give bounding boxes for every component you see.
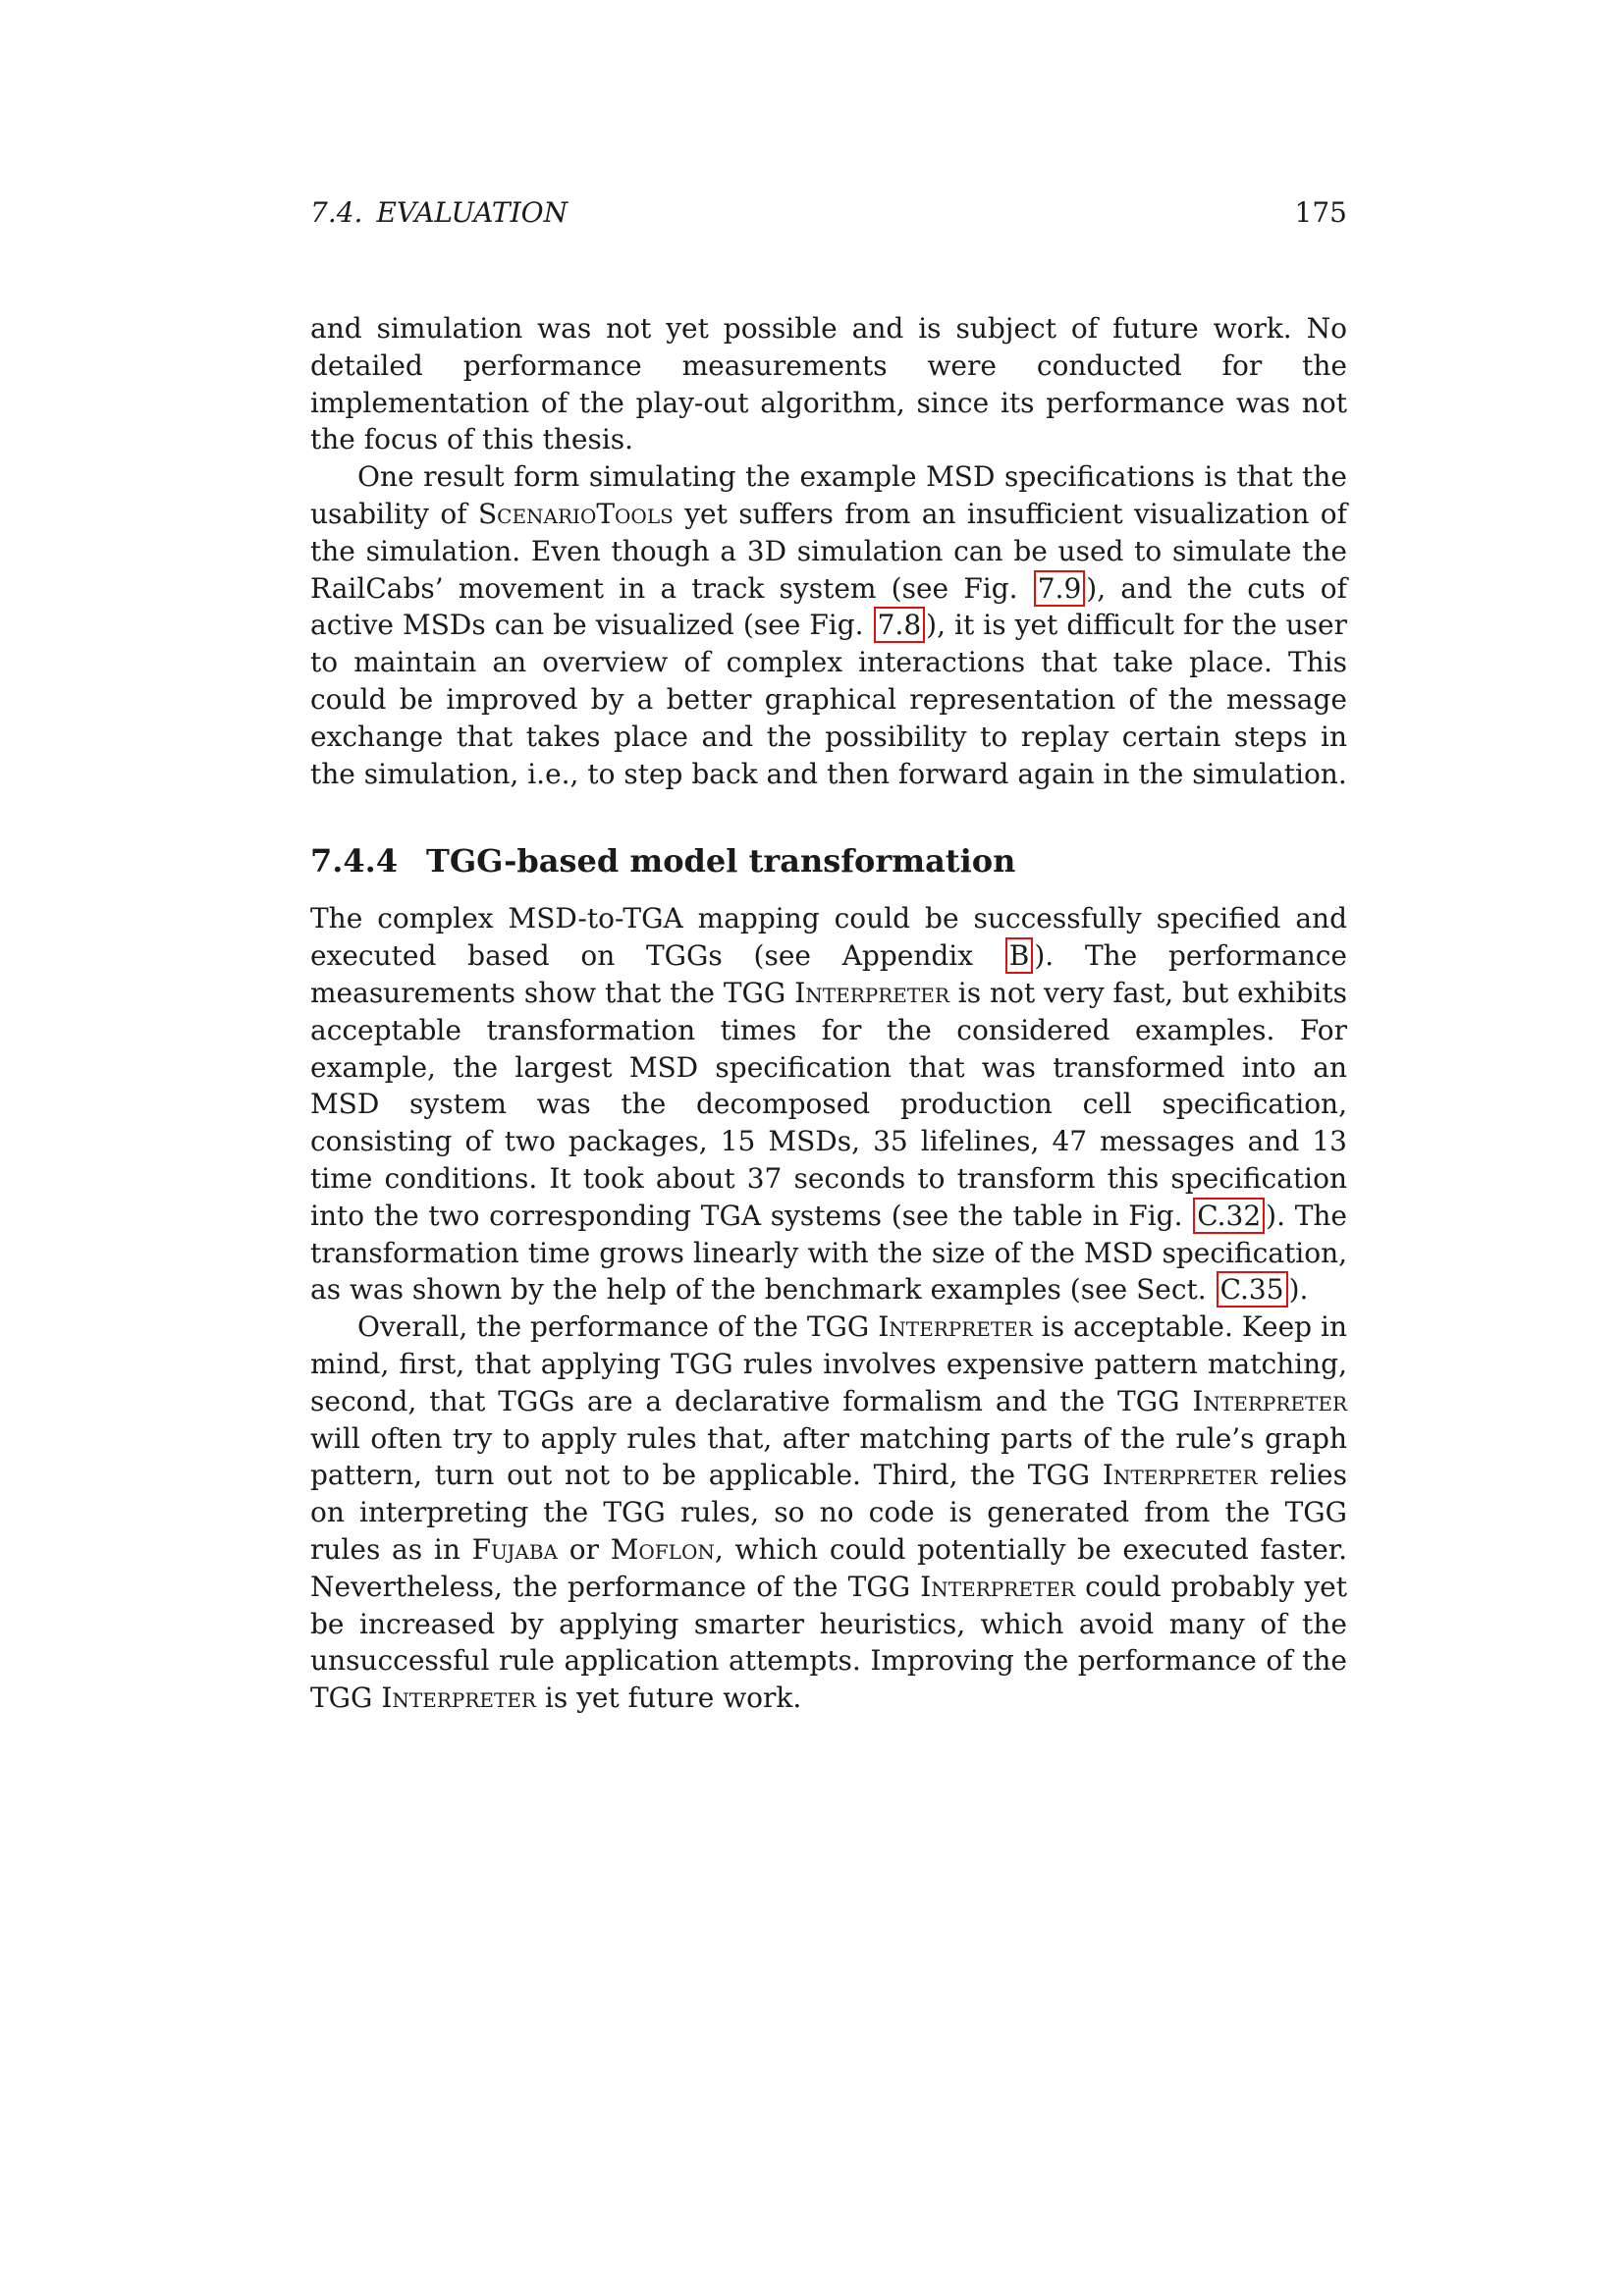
section-link-c-35[interactable]: C.35 (1217, 1271, 1288, 1308)
figure-link-c-32[interactable]: C.32 (1193, 1198, 1265, 1234)
paragraph-2 (310, 458, 1347, 792)
text-run: or (557, 1532, 611, 1566)
header-section-number: 7.4. (310, 196, 363, 229)
text-run: ), and the cuts of active MSDs can be visualized (see Fig. (310, 571, 1347, 642)
header-section (310, 196, 568, 229)
text-run: is not very fast, but exhibits acceptable transformation times for the considered examples. For example, the largest MSD specification that was transformed into an MSD system was the decomposed production cell specification, consisting of two packages, 15 MSDs, 35 lifelines, 47 messages and 13 time conditions. It took about 37 seconds to transform this specification into the two corresponding TGA systems (see the table in Fig. (310, 976, 1347, 1232)
text-run: One result form simulating the example MSD specifications is that the usability of (310, 460, 1347, 530)
tool-name-interpreter: Interpreter (794, 976, 949, 1009)
text-run: could probably yet be increased by applying smarter heuristics, which avoid many of the unsuccessful rule application attempts. Improving the performance of the TGG (310, 1570, 1348, 1715)
appendix-link-b[interactable]: B (1005, 937, 1034, 974)
text-run: Overall, the performance of the TGG (357, 1310, 879, 1344)
text-run: ), it is yet difficult for the user to maintain an overview of complex interactions that take place. This could be improved by a better graphical representation of the message exchange that takes place and the possibility to replay certain steps in the simulation, i.e., to step back and then forward again in the simulation. (310, 609, 1347, 790)
tool-name-interpreter: Interpreter (1192, 1384, 1347, 1417)
tool-name-scenariotools (478, 498, 674, 530)
tool-name-interpreter: Interpreter (381, 1682, 536, 1715)
text-run: is acceptable. Keep in mind, first, that applying TGG rules involves expensive pattern matching, second, that TGGs are a declarative formalism and the TGG (310, 1310, 1347, 1417)
text-run: ). The performance measurements show that the TGG (310, 939, 1347, 1009)
text-run: , which could potentially be executed faster. Nevertheless, the performance of the TGG (310, 1532, 1347, 1603)
text-run: is yet future work. (535, 1682, 802, 1715)
tool-name-interpreter: Interpreter (878, 1310, 1033, 1344)
tool-name-moflon: Moflon (610, 1532, 715, 1566)
section-heading (310, 841, 1347, 881)
header-section-title: EVALUATION (376, 196, 568, 229)
text-run: The complex MSD-to-TGA mapping could be successfully specified and executed based on TGGs (see Appendix (310, 902, 1347, 973)
body-text (310, 310, 1347, 1717)
running-header (310, 196, 1347, 229)
paragraph-3 (310, 900, 1347, 1308)
figure-link-7-8[interactable]: 7.8 (874, 607, 926, 643)
text-run: ). The transformation time grows linearly with the size of the MSD specification, as was shown by the help of the benchmark examples (see Sect. (310, 1199, 1347, 1307)
tool-name-part: Tools (596, 497, 674, 530)
figure-link-7-9[interactable]: 7.9 (1034, 570, 1086, 607)
tool-name-interpreter: Interpreter (1102, 1459, 1258, 1492)
paragraph-4 (310, 1308, 1347, 1717)
text-run: yet suffers from an insufficient visualization of the simulation. Even though a 3D simulation can be used to simulate the RailCabs’ movement in a track system (see Fig. (310, 497, 1347, 605)
text-run: ). (1288, 1273, 1309, 1307)
text-run: relies on interpreting the TGG rules, so no code is generated from the TGG rules as in (310, 1459, 1347, 1566)
tool-name-fujaba: Fujaba (471, 1532, 558, 1566)
tool-name-part: Scenario (477, 497, 597, 530)
tool-name-interpreter: Interpreter (920, 1570, 1075, 1603)
paragraph-1: and simulation was not yet possible and is subject of future work. No detailed performance measurements were conducted for the implementation of the play-out algorithm, since its performance was not the focus of this thesis. (310, 312, 1347, 456)
section-number: 7.4.4 (310, 842, 399, 881)
page-number: 175 (1294, 196, 1347, 229)
section-title: TGG-based model transformation (426, 842, 1016, 881)
text-run: will often try to apply rules that, after matching parts of the rule’s graph pattern, turn out not to be applicable. Third, the TGG (310, 1421, 1347, 1492)
